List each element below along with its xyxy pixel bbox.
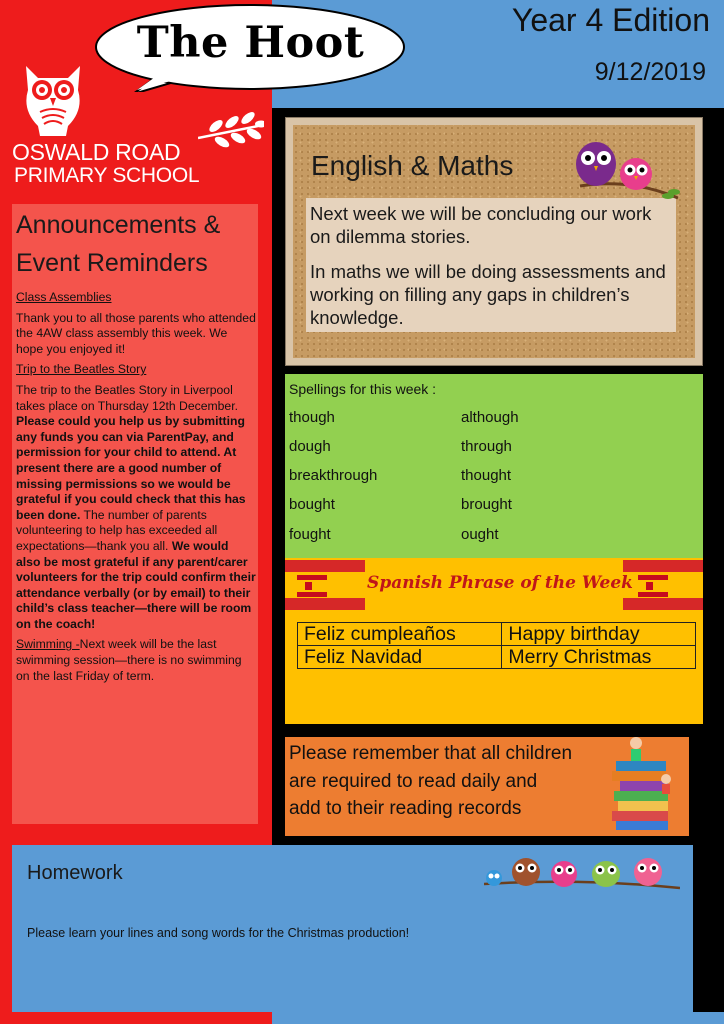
reminder-line3: add to their reading records [289,798,522,819]
spelling-word: though [289,409,335,426]
trip-text-2: The number of parents volunteering to help has exceeded all expectations—thank you all. [16,507,218,553]
spain-stripe-top-left [285,560,365,572]
trip-text-1: The trip to the Beatles Story in Liverpool takes place on Thursday 12th December. [16,382,238,413]
english-maths-title: English & Maths [311,150,514,181]
maths-text: In maths we will be doing assessments and working on filling any gaps in children’s knowledge. [310,261,666,328]
school-name-line1: OSWALD ROAD [12,139,181,165]
spelling-word: fought [289,526,331,543]
spellings-title: Spellings for this week : [289,381,437,397]
spelling-word: breakthrough [289,467,378,484]
reminder-line2: are required to read daily and [289,770,538,792]
english-translation: Merry Christmas [502,646,696,669]
trip-text-bold-1: Please could you help us by submitting any funds you can via ParentPay, and permission for your child to attend. At present there are a good number of missing permissions so we would be grateful if you could check that this has been done. [16,414,246,522]
spanish-phrase: Feliz cumpleaños [298,623,502,646]
spain-stripe-top-right [623,560,703,572]
reading-reminder-text [289,740,619,823]
newsletter-title: The Hoot [136,18,365,68]
spanish-title: Spanish Phrase of the Week [367,573,633,593]
spelling-word: brought [461,496,512,513]
owls-on-branch-icon [570,136,682,204]
spelling-word: thought [461,467,512,484]
spain-flag-icon [297,575,327,597]
swimming-text [16,637,256,684]
spelling-word: although [461,409,519,426]
trip-text [16,383,256,633]
edition-label: Year 4 Edition [511,2,710,38]
homework-text: Please learn your lines and song words for the Christmas production! [27,926,410,940]
spelling-word: dough [289,438,331,455]
owl-logo-icon [18,60,88,138]
spain-stripe-bottom-left [285,598,365,610]
class-assemblies-text: Thank you to all those parents who attended the 4AW class assembly this week. We hope you enjoyed it! [16,310,256,356]
reminder-line1: Please remember that all children [289,743,573,764]
trip-text-bold-2: We would also be most grateful if any parent/carer volunteers for the trip could confirm their attendance verbally (or by email) to their child’s class teacher—there will be room on the coach! [16,538,256,631]
swimming-body: Next week will be the last swimming session—there is no swimming on the last Friday of term. [16,637,242,683]
school-name-line2: PRIMARY SCHOOL [14,164,200,187]
table-row [298,623,696,646]
swimming-heading: Swimming - [16,637,80,652]
english-text: Next week we will be concluding our work on dilemma stories. [310,203,652,247]
homework-title: Homework [27,862,123,884]
issue-date: 9/12/2019 [594,58,706,86]
phrase-table [297,622,696,669]
spanish-phrase: Feliz Navidad [298,646,502,669]
announcements-title [16,206,256,282]
table-row [298,646,696,669]
announcements-title-line1: Announcements & [16,211,221,239]
spelling-word: bought [289,496,335,513]
spain-stripe-bottom-right [623,598,703,610]
class-assemblies-heading: Class Assemblies [16,290,112,304]
spelling-word: through [461,438,512,455]
book-stack-icon [606,733,680,833]
branch-logo-icon [198,108,264,148]
owl-row-icon [484,850,680,894]
trip-heading: Trip to the Beatles Story [16,362,147,377]
announcements-title-line2: Event Reminders [16,249,208,277]
spelling-word: ought [461,526,499,543]
bottom-blue-strip [272,1012,724,1024]
announcements-body [16,290,256,689]
english-translation: Happy birthday [502,623,696,646]
spain-flag-icon [638,575,668,597]
